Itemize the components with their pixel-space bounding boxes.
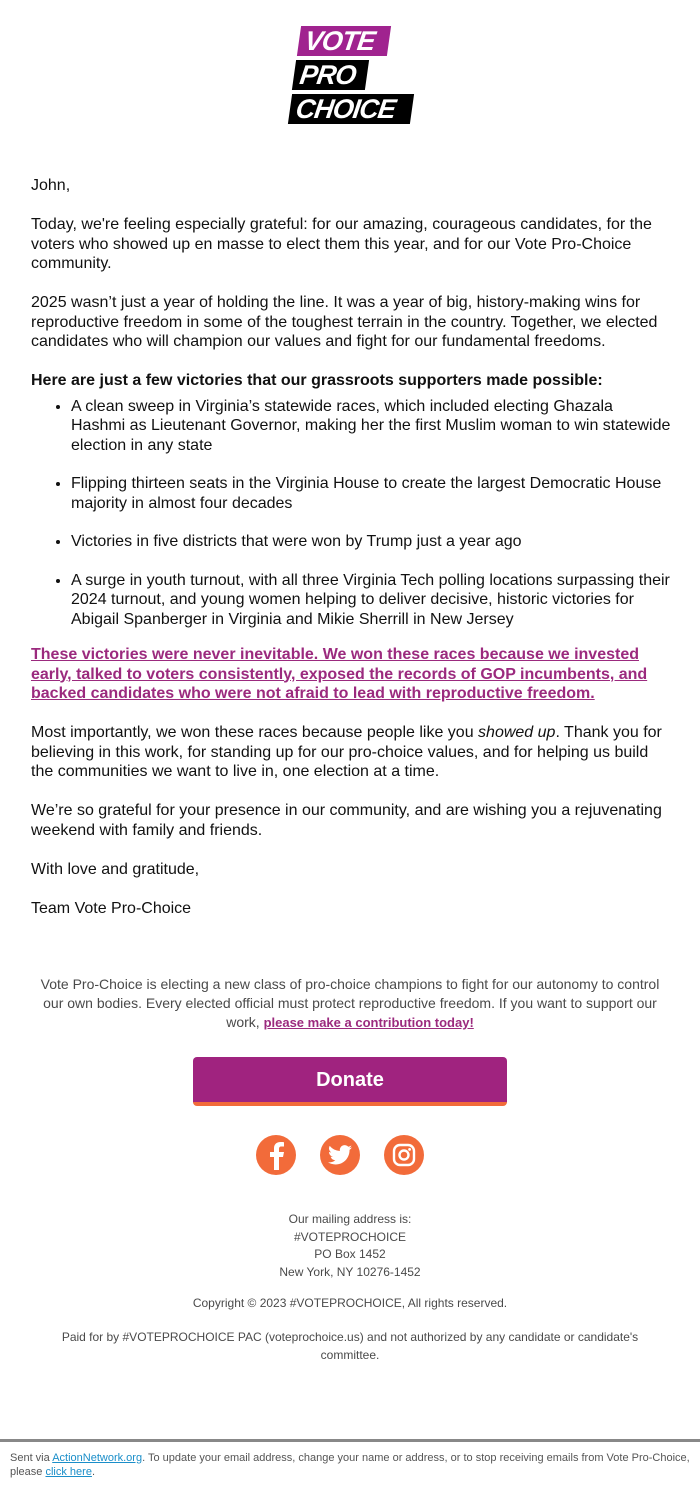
mailing-address xyxy=(30,1211,670,1281)
donate-button[interactable]: Donate xyxy=(193,1057,507,1106)
copyright: Copyright © 2023 #VOTEPROCHOICE, All rights reserved. xyxy=(192,1296,508,1310)
victories-heading: Here are just a few victories that our grassroots supporters made possible: xyxy=(31,372,603,389)
signature: Team Vote Pro-Choice xyxy=(31,899,192,917)
list-item: • A clean sweep in Virginia’s statewide races, which included electing Ghazala Hashmi as Lieutenant Governor, making her the first Muslim woman to win statewide election in any state xyxy=(71,397,671,456)
greeting: John, xyxy=(31,177,71,194)
unsubscribe-link[interactable]: click here xyxy=(45,1466,92,1478)
closing: With love and gratitude, xyxy=(31,860,200,878)
paragraph: Today, we're feeling especially grateful: for our amazing, courageous candidates, for the voters who showed up en masse to elect them this year, and for our Vote Pro-Choice community. xyxy=(31,216,652,272)
city: New York, NY 10276-1452 xyxy=(279,1264,421,1279)
unsubscribe-footer xyxy=(0,1439,700,1488)
paid-for: Paid for by #VOTEPROCHOICE PAC (voteprochoice.us) and not authorized by any candidate or candidate's committee. xyxy=(61,1330,639,1362)
list-item: • Flipping thirteen seats in the Virginia House to create the largest Democratic House majority in almost four decades xyxy=(71,474,671,513)
text: Sent via xyxy=(10,1452,53,1464)
list-item: • A surge in youth turnout, with all three Virginia Tech polling locations surpassing their 2024 turnout, and young women helping to deliver decisive, historic victories for Abigail Spanberger in Virginia and Mikie Sherrill in New Jersey xyxy=(71,571,671,630)
text: . To update your email address, change your name or address, or to stop receiving emails from Vote Pro-Choice, please xyxy=(10,1452,690,1478)
email-body xyxy=(31,176,671,938)
logo-pro: PRO xyxy=(292,60,369,90)
list-item: • Victories in five districts that were won by Trump just a year ago xyxy=(71,532,671,552)
mailing-label: Our mailing address is: xyxy=(288,1212,412,1226)
twitter-icon[interactable] xyxy=(320,1135,360,1175)
paragraph: We’re so grateful for your presence in our community, and are wishing you a rejuvenating weekend with family and friends. xyxy=(31,802,662,839)
contribute-link[interactable]: please make a contribution today! xyxy=(263,1015,474,1030)
text: . xyxy=(91,1466,96,1478)
vote-pro-choice-logo xyxy=(285,24,415,128)
mission-text xyxy=(30,975,670,1032)
logo-vote: VOTE xyxy=(297,26,391,56)
victories-list xyxy=(71,397,671,630)
text: Most importantly, we won these races because people like you xyxy=(31,724,479,741)
text: . Thank you for believing in this work, for standing up for our pro-choice values, and for helping us build the communities we want to live in, one election at a time. xyxy=(31,724,662,780)
logo-choice: CHOICE xyxy=(288,94,414,124)
emphasis: showed up xyxy=(478,724,556,741)
org-name: #VOTEPROCHOICE xyxy=(293,1229,407,1244)
action-network-link[interactable]: ActionNetwork.org xyxy=(52,1452,143,1464)
po-box: PO Box 1452 xyxy=(314,1247,386,1261)
paragraph xyxy=(31,723,671,782)
facebook-icon[interactable] xyxy=(256,1135,296,1175)
instagram-icon[interactable] xyxy=(384,1135,424,1175)
mission: Vote Pro-Choice is electing a new class of pro-choice champions to fight for our autonomy to control our own bodies. Every elected official must protect reproductive freedom. If you want to support our work, xyxy=(40,976,660,1030)
highlight-link[interactable]: These victories were never inevitable. We won these races because we invested early, talked to voters consistently, exposed the records of GOP incumbents, and backed candidates who were not afraid to lead with reproductive freedom. xyxy=(31,646,648,702)
paragraph: 2025 wasn’t just a year of holding the line. It was a year of big, history-making wins for reproductive freedom in some of the toughest terrain in the country. Together, we elected candidates who will champion our values and fight for our fundamental freedoms. xyxy=(31,294,658,350)
